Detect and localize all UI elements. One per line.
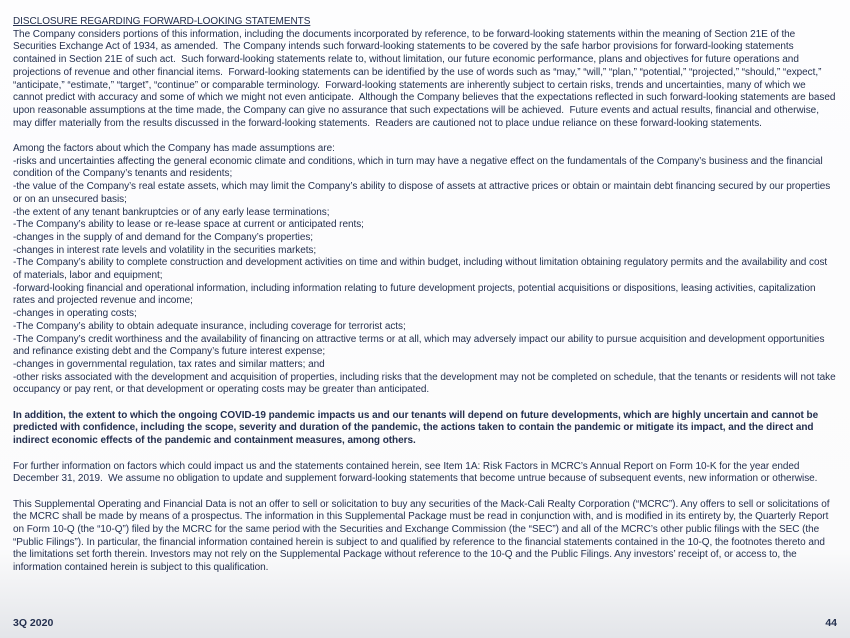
factor-item: -risks and uncertainties affecting the general economic climate and conditions, which in turn may have a negative effect on the fundamentals of the Company’s business and the financial condition of the Company’s tenants and residents; bbox=[13, 155, 826, 180]
assumption-factors-block bbox=[13, 143, 837, 397]
page-footer bbox=[13, 617, 837, 629]
intro-paragraph: The Company considers portions of this information, including the documents incorporated by reference, to be forward-looking statements within the meaning of Section 21E of the Securities Exchange Act of 1934, as amended. The Company intends such forward-looking statements to be covered by the safe harbor provisions for forward-looking statements contained in Section 21E of such act. Such forward-looking statements relate to, without limitation, our future economic performance, plans and objectives for future operations and projections of revenue and other financial items. Forward-looking statements can be identified by the use of words such as “may,” “will,” “plan,” “potential,” “projected,” “should,” “expect,” “anticipate,” “estimate,” “target”, “continue” or comparable terminology. Forward-looking statements are inherently subject to certain risks, trends and uncertainties, many of which we cannot predict with accuracy and some of which we might not even anticipate. Although the Company believes that the expectations reflected in such forward-looking statements are based upon reasonable assumptions at the time made, the Company can give no assurance that such expectations will be achieved. Future events and actual results, financial and otherwise, may differ materially from the results discussed in the forward-looking statements. Readers are cautioned not to place undue reliance on these forward-looking statements. bbox=[13, 28, 839, 129]
factor-item: -The Company’s ability to lease or re-lease space at current or anticipated rents; bbox=[13, 219, 364, 231]
factor-item: -changes in governmental regulation, tax rates and similar matters; and bbox=[13, 358, 325, 370]
factor-item: -The Company’s ability to complete construction and development activities on time and within budget, including without limitation obtaining regulatory permits and the availability and cost of materials, labor and equipment; bbox=[13, 257, 830, 282]
factors-list bbox=[13, 156, 837, 397]
factor-item: -changes in the supply of and demand for the Company’s properties; bbox=[13, 231, 314, 243]
factor-item: -changes in operating costs; bbox=[13, 308, 137, 320]
factor-item: -forward-looking financial and operational information, including information relating to future development projects, potential acquisitions or dispositions, leasing activities, capitalization rates and projected revenue and income; bbox=[13, 282, 819, 307]
factor-item: -the extent of any tenant bankruptcies or of any early lease terminations; bbox=[13, 206, 330, 218]
covid-paragraph: In addition, the extent to which the ongoing COVID-19 pandemic impacts us and our tenants will depend on future developments, which are highly uncertain and cannot be predicted with confidence, including the scope, severity and duration of the pandemic, the actions taken to contain the pandemic or mitigate its impact, and the direct and indirect economic effects of the pandemic and containment measures, among others. bbox=[13, 409, 821, 447]
page-title: DISCLOSURE REGARDING FORWARD-LOOKING STATEMENTS bbox=[13, 16, 311, 27]
factors-heading: Among the factors about which the Company has made assumptions are: bbox=[13, 143, 335, 155]
footer-page-number: 44 bbox=[825, 617, 837, 629]
footer-quarter-label: 3Q 2020 bbox=[13, 617, 54, 629]
factor-item: -The Company’s credit worthiness and the availability of financing on attractive terms or at all, which may adversely impact our ability to pursue acquisition and development opportunities and refinance existing debt and the Company’s future interest expense; bbox=[13, 333, 828, 358]
supplemental-paragraph: This Supplemental Operating and Financial Data is not an offer to sell or solicitation to buy any securities of the Mack-Cali Realty Corporation (“MCRC”). Any offers to sell or solicitations of the MCRC shall be made by means of a prospectus. The information in this Supplemental Package must be read in conjunction with, and is modified in its entirety by, the Quarterly Report on Form 10-Q (the “10-Q”) filed by the MCRC for the same period with the Securities and Exchange Commission (the “SEC”) and all of the MCRC’s other public filings with the SEC (the “Public Filings”). In particular, the financial information contained herein is subject to and qualified by reference to the financial statements contained in the 10-Q, the footnotes thereto and the limitations set forth therein. Investors may not rely on the Supplemental Package without reference to the 10-Q and the Public Filings. Any investors’ receipt of, or access to, the information contained herein is subject to this qualification. bbox=[13, 498, 833, 574]
factor-item: -other risks associated with the development and acquisition of properties, including risks that the development may not be completed on schedule, that the tenants or residents will not take occupancy or pay rent, or that development or operating costs may be greater than anticipated. bbox=[13, 371, 839, 396]
factor-item: -changes in interest rate levels and volatility in the securities markets; bbox=[13, 244, 317, 256]
factor-item: -The Company’s ability to obtain adequate insurance, including coverage for terrorist acts; bbox=[13, 320, 406, 332]
factor-item: -the value of the Company’s real estate assets, which may limit the Company’s ability to dispose of assets at attractive prices or obtain or maintain debt financing secured by our properties or on an unsecured basis; bbox=[13, 181, 833, 205]
further-info-paragraph: For further information on factors which could impact us and the statements contained herein, see Item 1A: Risk Factors in MCRC’s Annual Report on Form 10-K for the year ended December 31, 2019. We assume no obligation to update and supplement forward-looking statements that become untrue because of subsequent events, new information or otherwise. bbox=[13, 460, 818, 485]
